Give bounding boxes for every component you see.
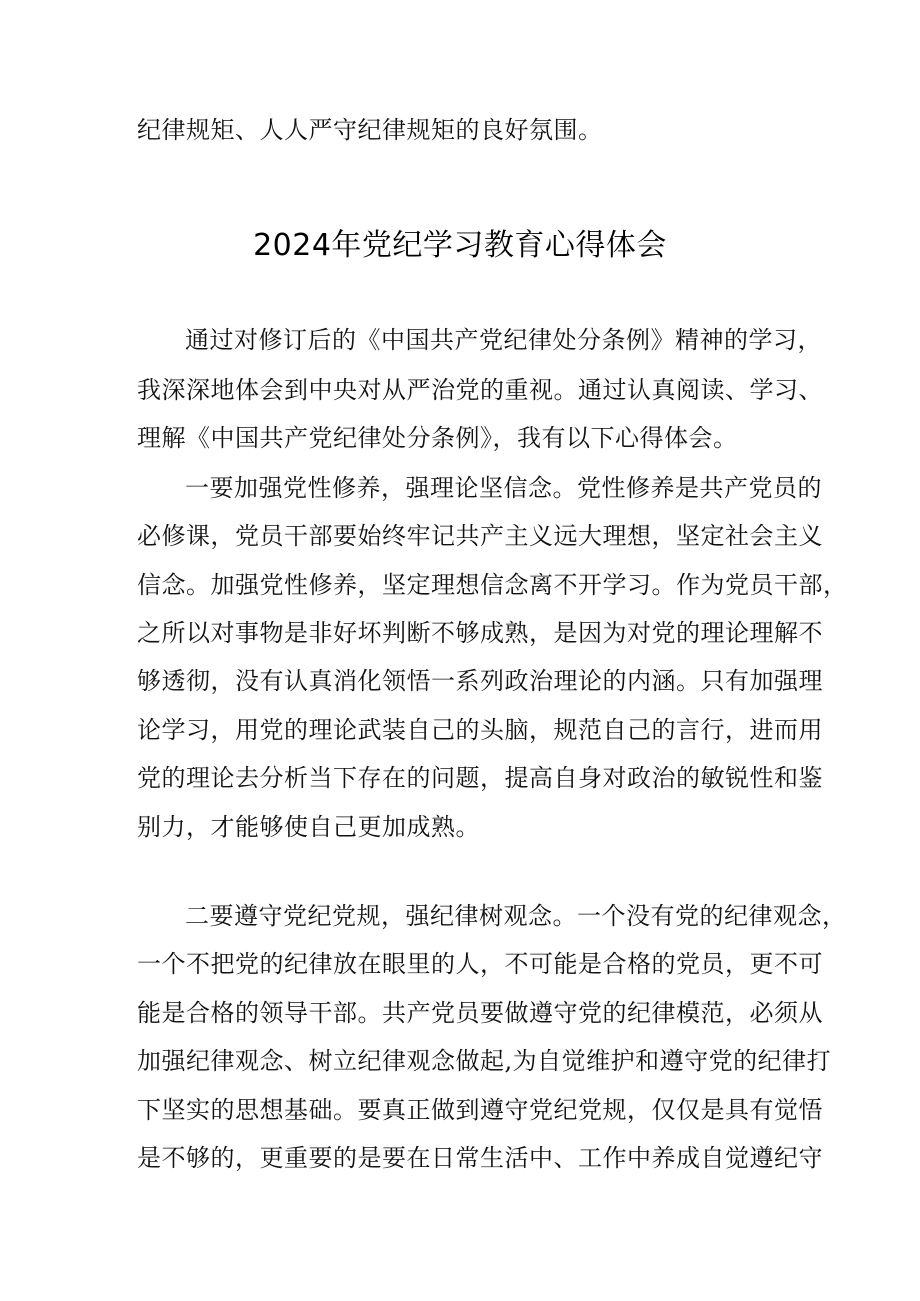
paragraph-line: 信念。加强党性修养，坚定理想信念离不开学习。作为党员干部， <box>137 571 848 599</box>
paragraph-line: 论学习，用党的理论武装自己的头脑，规范自己的言行，进而用 <box>137 716 823 744</box>
paragraph-line: 加强纪律观念、树立纪律观念做起,为自觉维护和遵守党的纪律打 <box>137 1047 832 1075</box>
paragraph-line: 通过对修订后的《中国共产党纪律处分条例》精神的学习， <box>185 326 822 354</box>
paragraph-line: 理解《中国共产党纪律处分条例》，我有以下心得体会。 <box>137 424 738 452</box>
paragraph-line: 我深深地体会到中央对从严治党的重视。通过认真阅读、学习、 <box>137 376 823 404</box>
paragraph-line: 必修课，党员干部要始终牢记共产主义远大理想，坚定社会主义 <box>137 522 823 550</box>
paragraph-line: 够透彻，没有认真消化领悟一系列政治理论的内涵。只有加强理 <box>137 667 823 695</box>
paragraph-line: 能是合格的领导干部。共产党员要做遵守党的纪律模范，必须从 <box>137 999 823 1027</box>
paragraph-line: 之所以对事物是非好坏判断不够成熟，是因为对党的理论理解不 <box>137 619 823 647</box>
paragraph-line: 下坚实的思想基础。要真正做到遵守党纪党规，仅仅是具有觉悟 <box>137 1096 823 1124</box>
paragraph-line: 党的理论去分析当下存在的问题，提高自身对政治的敏锐性和鉴 <box>137 764 823 792</box>
document-title: 2024年党纪学习教育心得体会 <box>253 228 667 263</box>
paragraph-line: 别力，才能够使自己更加成熟。 <box>137 813 480 841</box>
paragraph-line: 一要加强党性修养，强理论坚信念。党性修养是共产党员的 <box>185 474 822 502</box>
top-fragment-line: 纪律规矩、人人严守纪律规矩的良好氛围。 <box>137 116 603 144</box>
paragraph-line: 一个不把党的纪律放在眼里的人，不可能是合格的党员，更不可 <box>137 950 823 978</box>
paragraph-line: 二要遵守党纪党规，强纪律树观念。一个没有党的纪律观念， <box>185 902 847 930</box>
paragraph-line: 是不够的，更重要的是要在日常生活中、工作中养成自觉遵纪守 <box>137 1144 823 1172</box>
